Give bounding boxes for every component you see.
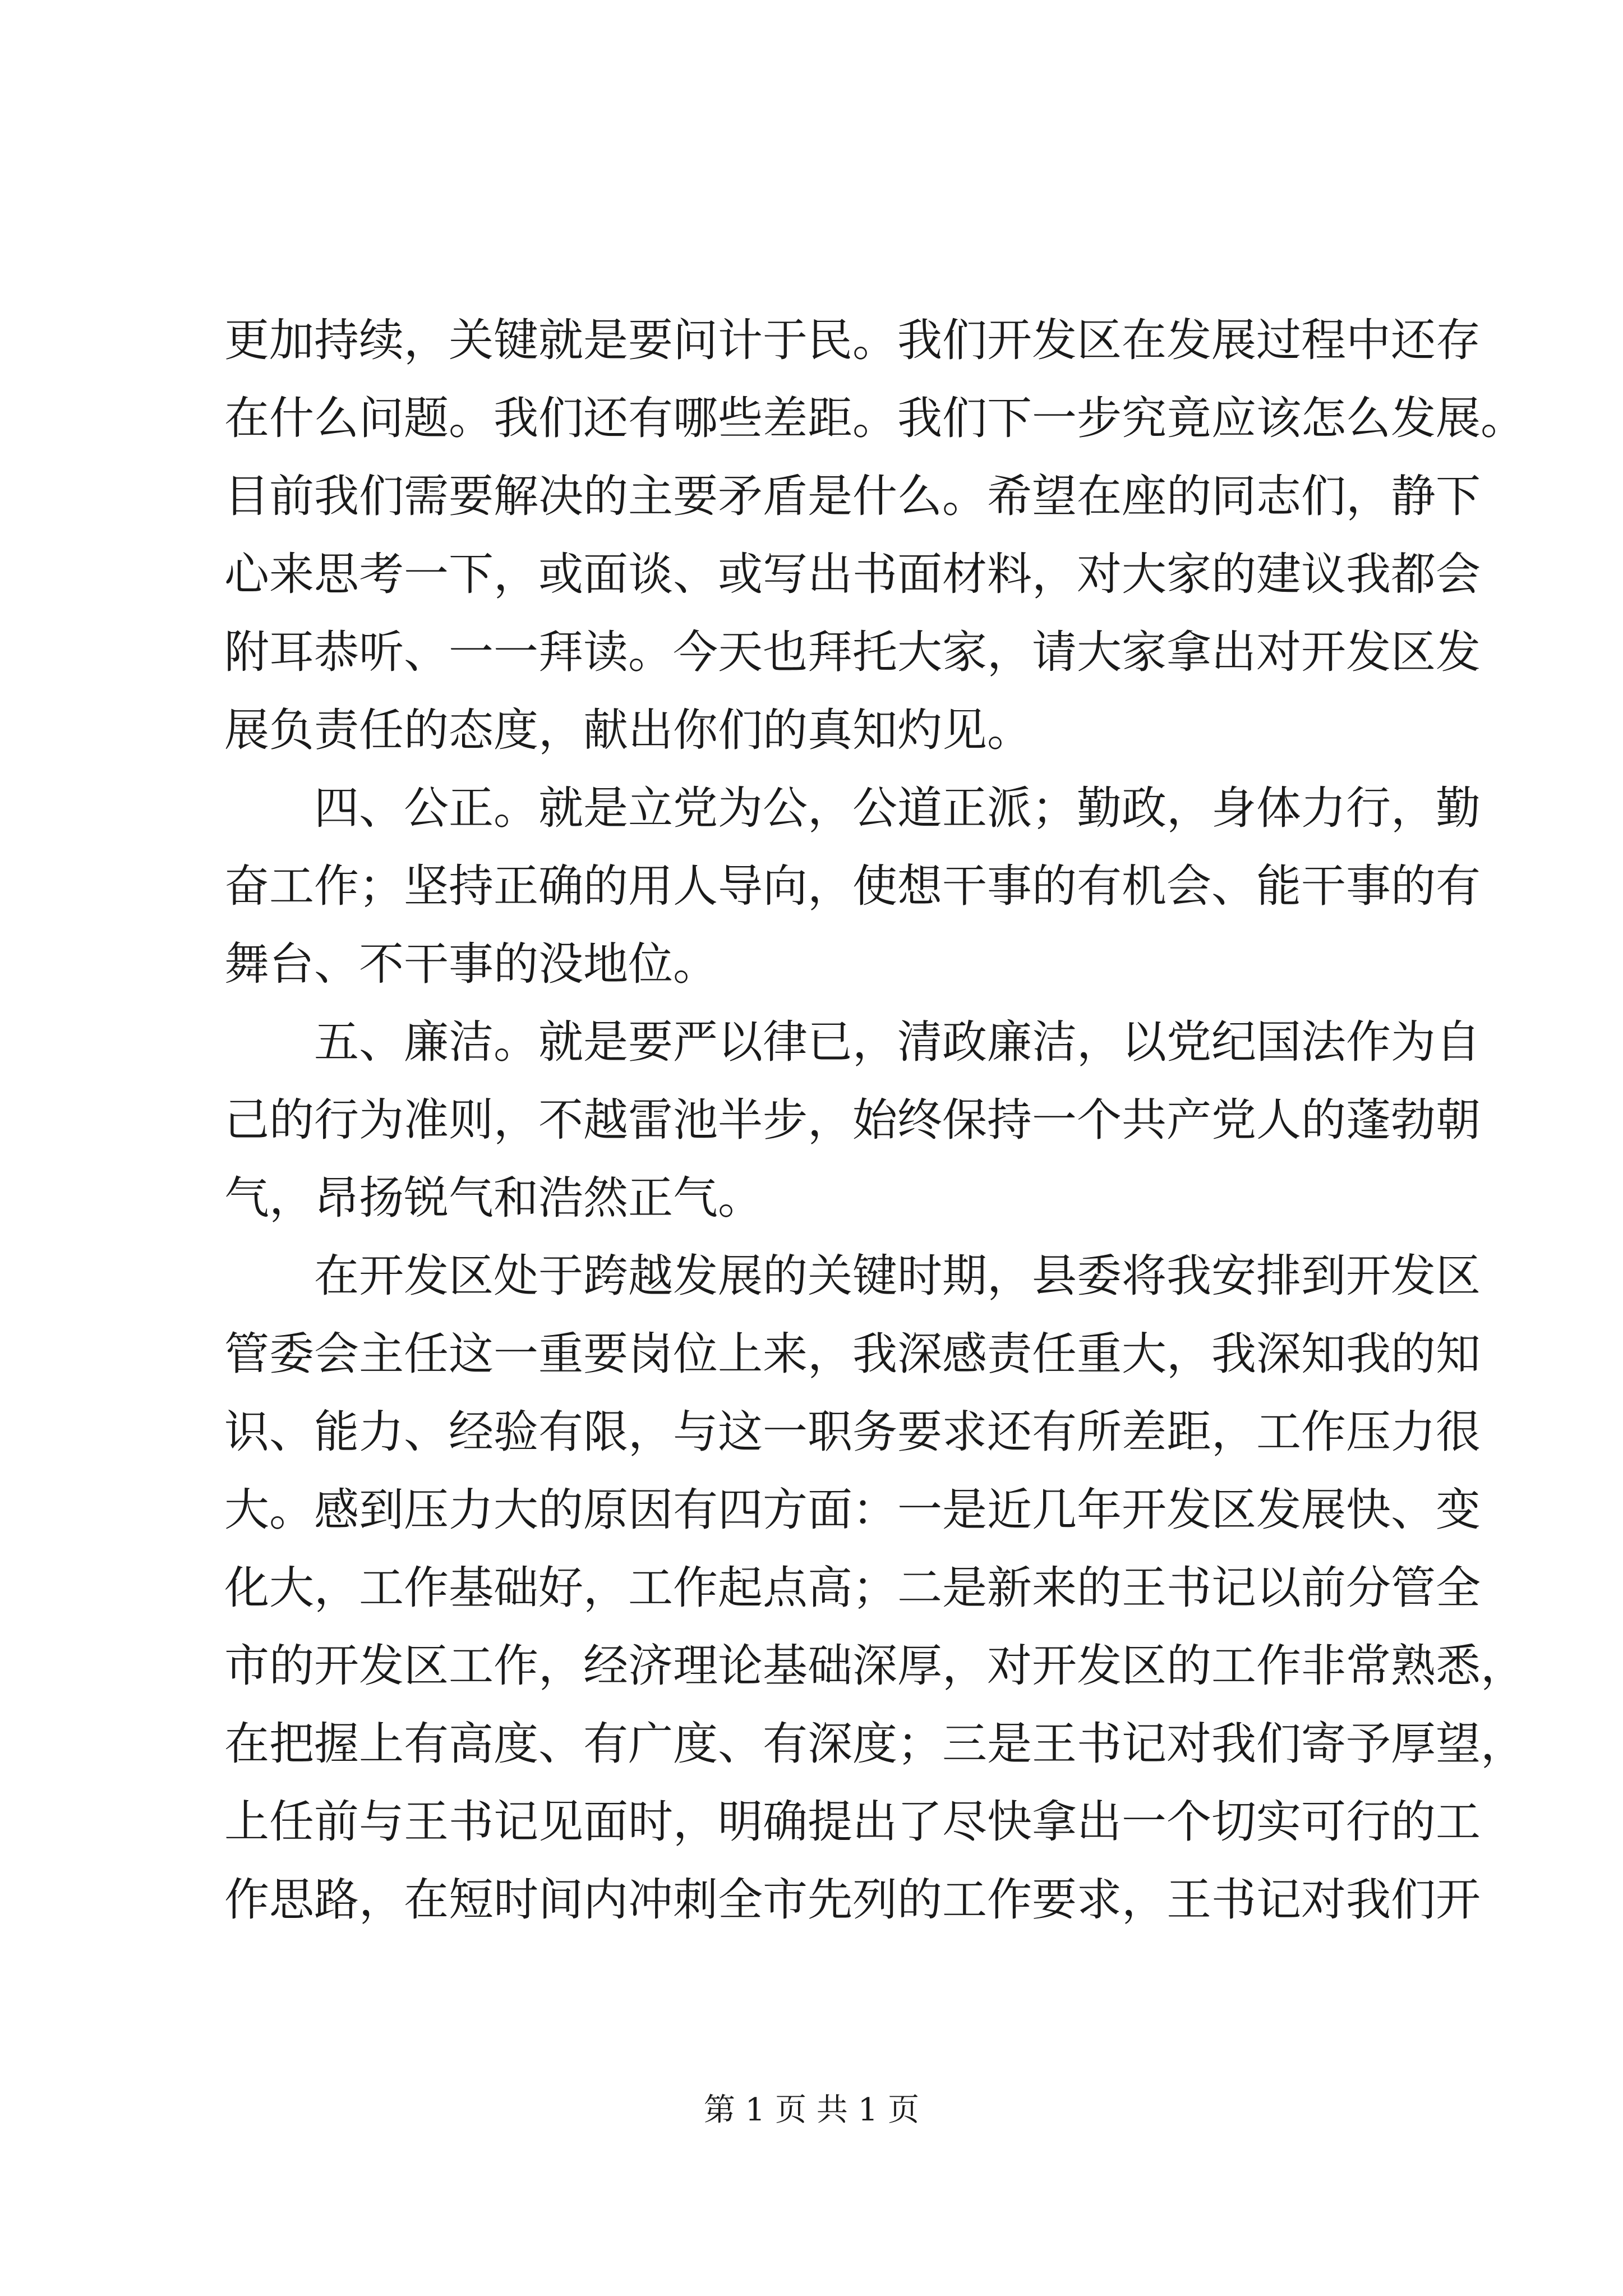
text-line: 作思路，在短时间内冲刺全市先列的工作要求，王书记对我们开 [224, 1874, 1481, 1926]
text-line: 市的开发区工作，经济理论基础深厚，对开发区的工作非常熟悉， [224, 1640, 1525, 1692]
text-line: 气，昂扬锐气和浩然正气。 [224, 1172, 763, 1224]
page-footer: 第 1 页 共 1 页 [703, 2092, 920, 2128]
paragraph [224, 1003, 1481, 1237]
text-line: 更加持续，关键就是要问计于民。我们开发区在发展过程中还存 [224, 314, 1481, 366]
text-line: 在把握上有高度、有广度、有深度；三是王书记对我们寄予厚望， [224, 1718, 1525, 1770]
text-line: 大。感到压力大的原因有四方面：一是近几年开发区发展快、变 [224, 1484, 1481, 1536]
text-line: 在什么问题。我们还有哪些差距。我们下一步究竟应该怎么发展。 [224, 392, 1525, 444]
text-line: 识、能力、经验有限，与这一职务要求还有所差距，工作压力很 [224, 1406, 1481, 1458]
text-line: 五、廉洁。就是要严以律已，清政廉洁，以党纪国法作为自 [314, 1016, 1481, 1068]
text-line: 心来思考一下，或面谈、或写出书面材料，对大家的建议我都会 [224, 548, 1481, 600]
paragraph [224, 301, 1525, 769]
text-line: 上任前与王书记见面时，明确提出了尽快拿出一个切实可行的工 [224, 1796, 1481, 1848]
text-line: 四、公正。就是立党为公，公道正派；勤政，身体力行，勤 [314, 782, 1481, 834]
text-line: 化大，工作基础好，工作起点高；二是新来的王书记以前分管全 [224, 1562, 1481, 1614]
paragraph [224, 769, 1481, 1003]
paragraph [224, 1237, 1525, 1939]
text-line: 舞台、不干事的没地位。 [224, 938, 718, 990]
document-body [224, 301, 1525, 1939]
text-line: 在开发区处于跨越发展的关键时期，县委将我安排到开发区 [314, 1250, 1481, 1302]
text-line: 己的行为准则，不越雷池半步，始终保持一个共产党人的蓬勃朝 [224, 1094, 1481, 1146]
text-line: 目前我们需要解决的主要矛盾是什么。希望在座的同志们，静下 [224, 470, 1481, 522]
text-line: 附耳恭听、一一拜读。今天也拜托大家，请大家拿出对开发区发 [224, 626, 1481, 678]
text-line: 展负责任的态度，献出你们的真知灼见。 [224, 704, 1032, 756]
text-line: 奋工作；坚持正确的用人导向，使想干事的有机会、能干事的有 [224, 860, 1481, 912]
text-line: 管委会主任这一重要岗位上来，我深感责任重大，我深知我的知 [224, 1328, 1481, 1380]
